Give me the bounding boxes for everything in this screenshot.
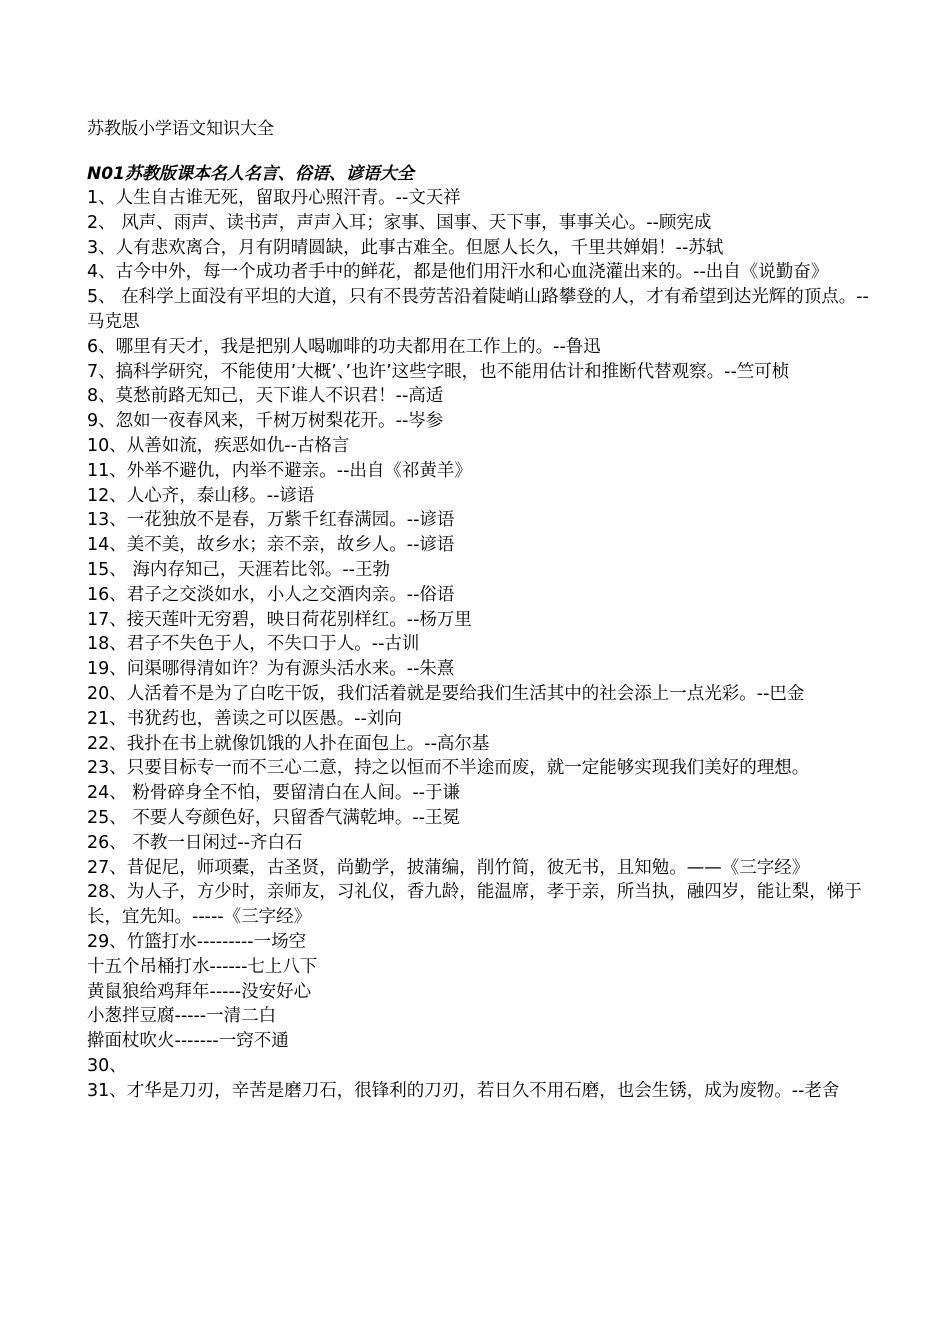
quote-line: 31、才华是刀刃，辛苦是磨刀石，很锋利的刀刃，若日久不用石磨，也会生锈，成为废物。--老舍 [87,1080,840,1101]
quote-line: 11、外举不避仇，内举不避亲。--出自《祁黄羊》 [87,460,472,481]
quote-line: 24、 粉骨碎身全不怕，要留清白在人间。--于谦 [87,783,460,804]
quote-line: 19、问渠哪得清如许？为有源头活水来。--朱熹 [87,659,455,680]
quote-line: 22、我扑在书上就像饥饿的人扑在面包上。--高尔基 [87,733,490,754]
quote-line: 26、 不教一日闲过--齐白石 [87,832,303,853]
quote-line: 7、搞科学研究，不能使用’大概’、’也许’这些字眼，也不能用估计和推断代替观察。--竺可桢 [87,361,790,382]
section-heading: N01苏教版课本名人名言、俗语、谚语大全 [87,164,414,184]
quote-line: 5、 在科学上面没有平坦的大道，只有不畏劳苦沿着陡峭山路攀登的人，才有希望到达光辉的顶点。--马克思 [87,287,869,332]
quote-line: 3、人有悲欢离合，月有阴晴圆缺，此事古难全。但愿人长久，千里共婵娟！--苏轼 [87,237,724,258]
xiehouyu-line: 十五个吊桶打水------七上八下 [87,956,318,977]
quote-line: 28、为人子，方少时，亲师友，习礼仪，香九龄，能温席，孝于亲，所当执，融四岁，能让梨，悌于长，宜先知。-----《三字经》 [87,882,862,928]
document-page [87,117,877,1103]
quote-line: 4、古今中外，每一个成功者手中的鲜花，都是他们用汗水和心血浇灌出来的。--出自《说勤奋》 [87,262,829,283]
xiehouyu-line: 29、竹篮打水---------一场空 [87,931,307,952]
quote-line: 20、人活着不是为了白吃干饭，我们活着就是要给我们生活其中的社会添上一点光彩。--巴金 [87,683,805,704]
quote-line: 23、只要目标专一而不三心二意，持之以恒而不半途而废，就一定能够实现我们美好的理想。 [87,758,810,779]
quote-line: 17、接天莲叶无穷碧，映日荷花别样红。--杨万里 [87,609,472,630]
quote-line: 2、 风声、雨声、读书声，声声入耳；家事、国事、天下事，事事关心。--顾宪成 [87,212,712,233]
quote-line: 14、美不美，故乡水；亲不亲，故乡人。--谚语 [87,535,455,556]
quote-line: 18、君子不失色于人，不失口于人。--古训 [87,634,420,655]
quote-line: 27、昔促尼，师项橐，古圣贤，尚勤学，披蒲编，削竹简，彼无书，且知勉。——《三字经》 [87,857,810,878]
quote-line: 6、哪里有天才，我是把别人喝咖啡的功夫都用在工作上的。--鲁迅 [87,336,601,357]
quote-line: 1、人生自古谁无死，留取丹心照汗青。--文天祥 [87,188,461,208]
quote-line: 8、莫愁前路无知己，天下谁人不识君！--高适 [87,386,444,407]
quote-line: 15、 海内存知己，天涯若比邻。--王勃 [87,559,390,580]
quote-line: 21、书犹药也，善读之可以医愚。--刘向 [87,708,402,729]
quote-line: 10、从善如流，疾恶如仇--古格言 [87,435,350,456]
quote-line: 16、君子之交淡如水，小人之交酒肉亲。--俗语 [87,584,455,605]
xiehouyu-line: 擀面杖吹火-------一窍不通 [87,1031,289,1052]
xiehouyu-line: 黄鼠狼给鸡拜年-----没安好心 [87,981,312,1002]
quote-line: 30、 [87,1055,127,1076]
quote-line: 13、一花独放不是春，万紫千红春满园。--谚语 [87,510,455,531]
quote-line: 25、 不要人夸颜色好，只留香气满乾坤。--王冕 [87,807,460,828]
quote-line: 12、人心齐，泰山移。--谚语 [87,485,315,506]
quote-line: 9、忽如一夜春风来，千树万树梨花开。--岑参 [87,411,444,432]
document-title: 苏教版小学语文知识大全 [87,119,274,139]
xiehouyu-line: 小葱拌豆腐-----一清二白 [87,1006,277,1027]
